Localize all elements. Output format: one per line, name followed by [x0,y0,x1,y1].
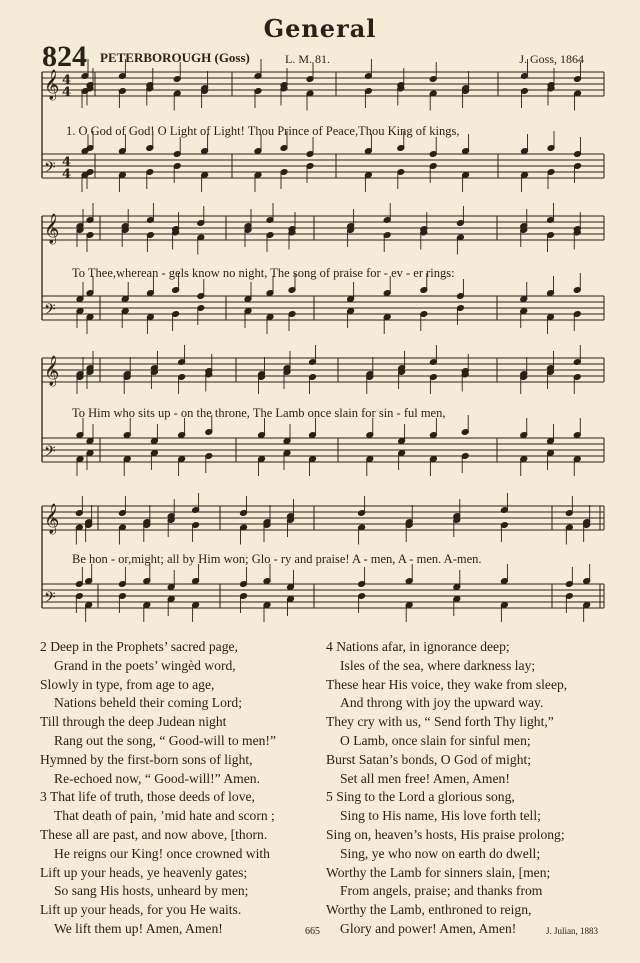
verse-line: Re-echoed now, “ Good-will!” Amen. [54,770,260,786]
verse-line: So sang His hosts, unheard by men; [54,883,249,899]
verse-line: Worthy the Lamb for sinners slain, [men; [326,864,551,880]
bass-clef-icon: 𝄢 [44,443,56,464]
page-number: 665 [305,926,320,937]
verse-line: Lift up your heads, ye heavenly gates; [40,864,248,880]
verse-line: 2 Deep in the Prophets’ sacred page, [40,639,238,654]
verse-line: Set all men free! Amen, Amen! [340,770,510,786]
verse-line: Grand in the poets’ wingèd word, [54,657,236,673]
verse-line: Slowly in type, from age to age, [40,676,215,692]
verse-line: O Lamb, once slain for sinful men; [340,732,531,748]
time-signature-bottom: 4 [62,167,72,182]
score-systems [42,59,604,622]
verse-line: Hymned by the first-born sons of light, [40,751,253,767]
verse-line: These hear His voice, they wake from sleep, [326,676,568,692]
verse-line: 4 Nations afar, in ignorance deep; [326,639,510,654]
verse-line: And throng with joy the upward way. [340,695,544,711]
lyric-line-4: Be hon - or,might; all by Him won; Glo - ry and praise! A - men, A - men. A-men. [72,552,482,566]
verse-line: Sing, ye who now on earth do dwell; [340,845,541,861]
treble-clef-icon: 𝄞 [44,214,60,244]
time-signature-top: 4 [62,155,72,170]
verse-line: He reigns our King! once crowned with [54,845,270,861]
bass-clef-icon: 𝄢 [44,159,56,180]
verses-right-column [326,638,567,939]
bass-clef-icon: 𝄢 [44,589,56,610]
hymn-number: 824 [42,40,87,73]
composer: J. Goss, 1864 [519,52,584,66]
verse-line: From angels, praise; and thanks from [340,883,543,899]
lyric-line-2: To Thee,wherean - gels know no night, The song of praise for - ev - er rings: [72,266,455,280]
verse-line: Sing on, heaven’s hosts, His praise prolong; [326,826,565,842]
author-credit: J. Julian, 1883 [545,926,598,936]
verse-line: Till through the deep Judean night [40,714,227,730]
verse-line: 5 Sing to the Lord a glorious song, [326,789,515,805]
verse-line: Glory and power! Amen, Amen! [340,920,517,936]
lyric-line-1: 1. O God of God! O Light of Light! Thou Prince of Peace,Thou King of kings, [66,124,460,138]
tune-name: PETERBOROUGH (Goss) [100,50,250,65]
verse-line: We lift them up! Amen, Amen! [54,920,223,936]
verse-line: Sing to His name, His love forth tell; [340,808,541,824]
verse-line: That death of pain, ’mid hate and scorn ; [54,808,275,824]
verse-line: Isles of the sea, where darkness lay; [340,657,536,673]
meter: L. M. 81. [285,52,330,66]
verse-line: These all are past, and now above, [thorn. [40,826,268,842]
treble-clef-icon: 𝄞 [44,70,60,100]
section-title: General [263,14,377,43]
treble-clef-icon: 𝄞 [44,356,60,386]
lyric-line-3: To Him who sits up - on the throne, The Lamb once slain for sin - ful men, [72,406,446,420]
verse-line: 3 That life of truth, those deeds of love, [40,789,255,805]
verse-line: Nations beheld their coming Lord; [54,695,243,711]
verse-line: Worthy the Lamb, enthroned to reign, [326,902,532,918]
treble-clef-icon: 𝄞 [44,504,60,534]
verse-line: They cry with us, “ Send forth Thy light,” [326,714,554,730]
verse-line: Lift up your heads, for you He waits. [40,902,242,918]
verse-line: Burst Satan’s bonds, O God of might; [326,751,532,767]
bass-clef-icon: 𝄢 [44,301,56,322]
time-signature-bottom: 4 [62,85,72,100]
verses-left-column [40,638,276,939]
verse-line: Rang out the song, “ Good-will to men!” [54,732,276,748]
time-signature-top: 4 [62,73,72,88]
